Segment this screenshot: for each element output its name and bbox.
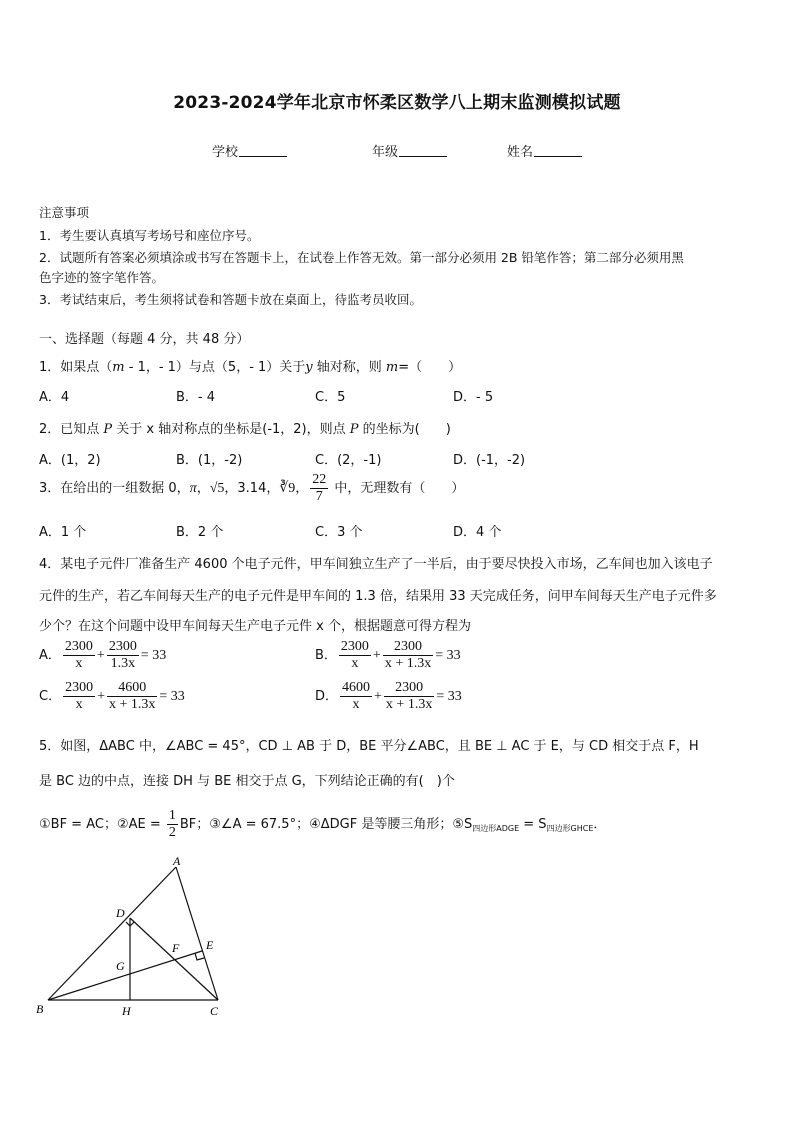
fraction-22-7: $\frac{22}{7}$ xyxy=(312,472,327,504)
question-4-line: 4．某电子元件厂准备生产 4600 个电子元件，甲车间独立生产了一半后，由于要尽快投入市场，乙车间也加入该电子 xyxy=(39,557,713,572)
name-label: 姓名 xyxy=(507,145,534,160)
grade-label: 年级 xyxy=(372,145,399,160)
question-4-line: 少个？在这个问题中设甲车间每天生产电子元件 x 个，根据题意可得方程为 xyxy=(39,619,471,634)
grade-blank[interactable] xyxy=(399,144,447,157)
question-3: 3．在给出的一组数据 0，π，√5，3.14，∛9， $\frac{22}{7}$ 中，无理数有（ ） xyxy=(39,472,465,504)
q3-option-d[interactable]: D．4 个 xyxy=(453,525,502,540)
q4-option-b[interactable]: B． $\frac{2300}{x}$ + $\frac{2300}{x + 1.3x}$ = 33 xyxy=(315,639,461,671)
label-b: B xyxy=(36,1002,44,1016)
question-4-line: 元件的生产，若乙车间每天生产的电子元件是甲车间的 1.3 倍，结果用 33 天完成任务，问甲车间每天生产电子元件多 xyxy=(39,589,717,604)
label-d: D xyxy=(116,906,125,920)
q1-option-d[interactable]: D．- 5 xyxy=(453,390,494,405)
q3-option-a[interactable]: A．1 个 xyxy=(39,525,87,540)
school-label: 学校 xyxy=(212,145,239,160)
label-c: C xyxy=(210,1004,219,1018)
section-heading: 一、选择题（每题 4 分，共 48 分） xyxy=(39,332,250,347)
question-2: 2．已知点 P 关于 x 轴对称点的坐标是(-1，2)，则点 P 的坐标为( ) xyxy=(39,422,451,437)
school-blank[interactable] xyxy=(239,144,287,157)
label-g: G xyxy=(116,959,125,973)
notes-heading: 注意事项 xyxy=(39,205,90,220)
question-5-line: 5．如图，ΔABC 中，∠ABC = 45°，CD ⊥ AB 于 D，BE 平分∠ABC，且 BE ⊥ AC 于 E，与 CD 相交于点 F，H xyxy=(39,739,699,754)
note-item: 2．试题所有答案必须填涂或书写在答题卡上，在试卷上作答无效。第一部分必须用 2B 铅笔作答；第二部分必须用黑 xyxy=(39,250,684,265)
triangle-figure xyxy=(30,855,230,1025)
q1-option-c[interactable]: C．5 xyxy=(315,390,346,405)
label-f: F xyxy=(172,941,180,955)
label-e: E xyxy=(206,938,214,952)
fraction-1-2: $\frac{1}{2}$ xyxy=(168,808,176,840)
note-item: 1．考生要认真填写考场号和座位序号。 xyxy=(39,228,260,243)
page-title: 2023-2024学年北京市怀柔区数学八上期末监测模拟试题 xyxy=(173,93,621,113)
label-a: A xyxy=(173,855,181,868)
q4-option-c[interactable]: C． $\frac{2300}{x}$ + $\frac{4600}{x + 1.3x}$ = 33 xyxy=(39,680,185,712)
q1-option-b[interactable]: B．- 4 xyxy=(176,390,216,405)
q2-option-d[interactable]: D．(-1，-2) xyxy=(453,453,526,468)
question-5-line: 是 BC 边的中点，连接 DH 与 BE 相交于点 G，下列结论正确的有( )个 xyxy=(39,774,455,789)
question-5-conclusions: ①BF = AC；②AE = $\frac{1}{2}$ BF；③∠A = 67.5°；④ΔDGF 是等腰三角形；$⑤S_{四边形ADGE} = S_{四边形GHCE}$． xyxy=(39,808,607,840)
q2-option-a[interactable]: A．(1，2) xyxy=(39,453,101,468)
name-blank[interactable] xyxy=(534,144,582,157)
grade-field[interactable] xyxy=(372,141,447,160)
q4-option-a[interactable]: A． $\frac{2300}{x}$ + $\frac{2300}{1.3x}$ = 33 xyxy=(39,639,167,671)
note-item: 色字迹的签字笔作答。 xyxy=(39,270,165,285)
school-field[interactable] xyxy=(212,141,287,160)
q3-option-c[interactable]: C．3 个 xyxy=(315,525,363,540)
q1-option-a[interactable]: A．4 xyxy=(39,390,70,405)
q2-option-b[interactable]: B．(1，-2) xyxy=(176,453,243,468)
note-item: 3．考试结束后，考生须将试卷和答题卡放在桌面上，待监考员收回。 xyxy=(39,292,422,307)
label-h: H xyxy=(122,1004,131,1018)
q4-option-d[interactable]: D． $\frac{4600}{x}$ + $\frac{2300}{x + 1.3x}$ = 33 xyxy=(315,680,462,712)
right-angle-e xyxy=(195,953,204,960)
q3-option-b[interactable]: B．2 个 xyxy=(176,525,224,540)
name-field[interactable] xyxy=(507,141,582,160)
question-1: 1．如果点（m - 1，- 1）与点（5，- 1）关于y 轴对称，则 m=（ ） xyxy=(39,360,462,375)
q2-option-c[interactable]: C．(2，-1) xyxy=(315,453,382,468)
